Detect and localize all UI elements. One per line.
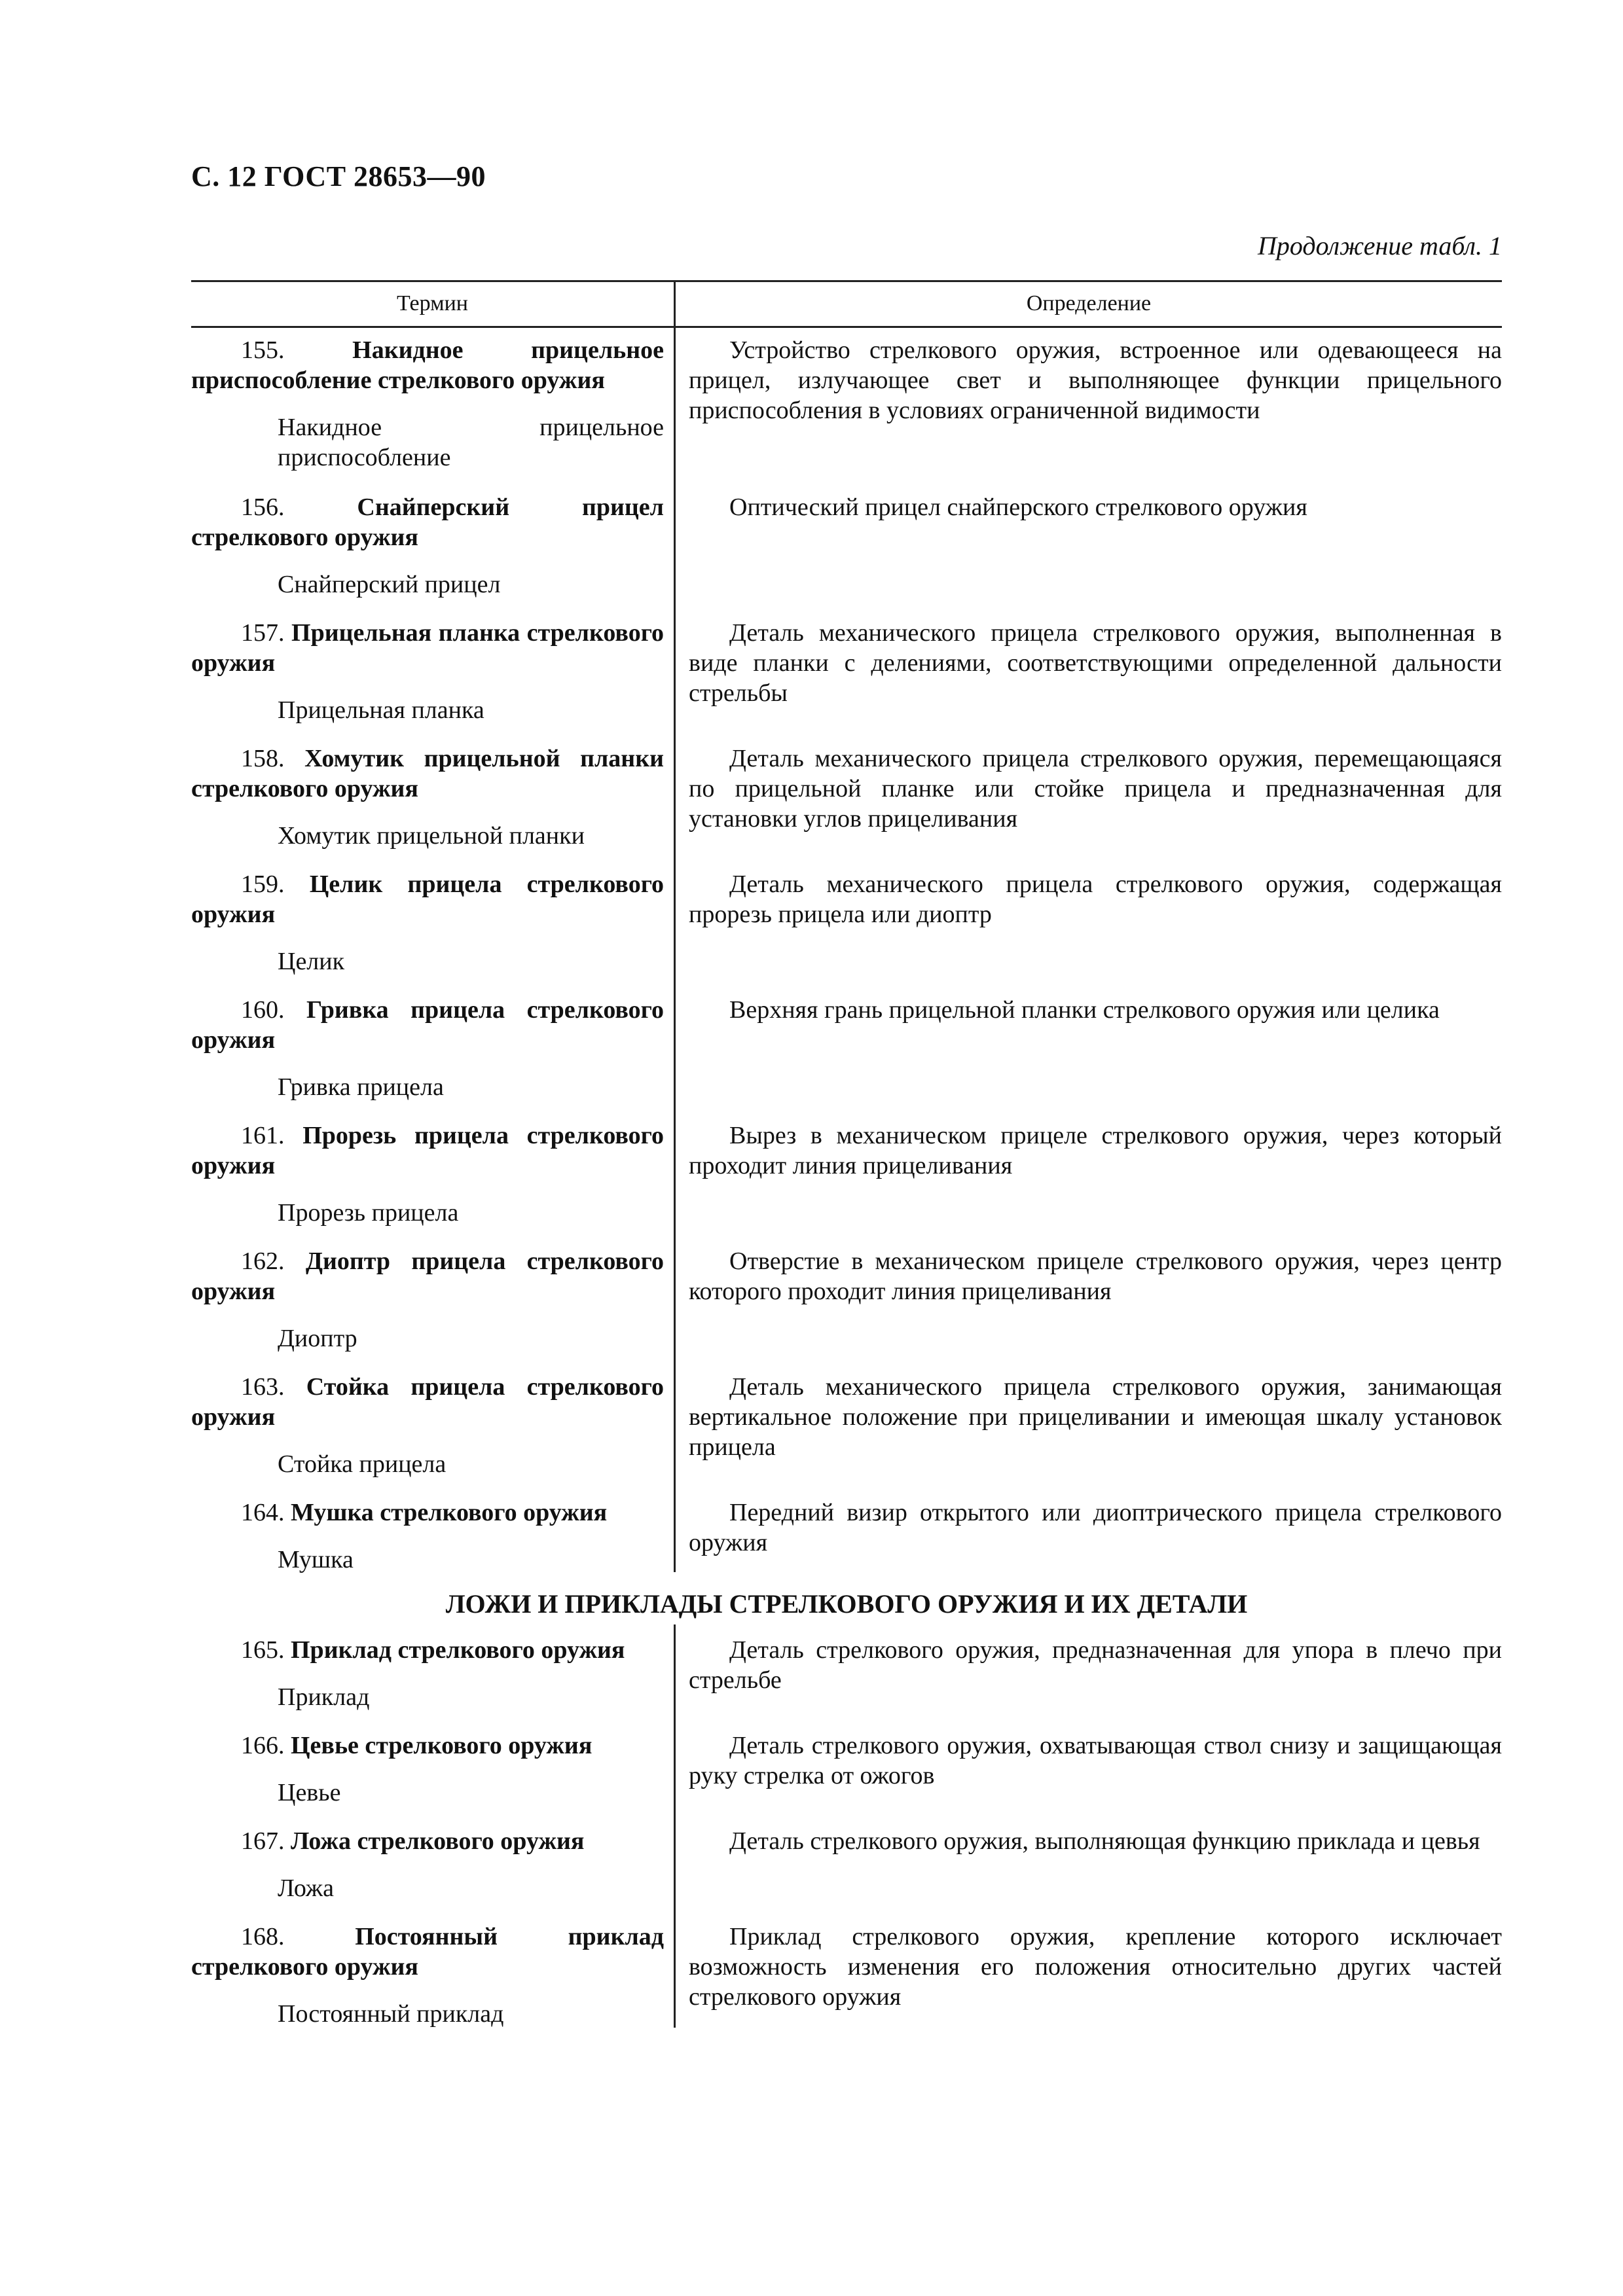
term-synonym: Целик (278, 948, 345, 975)
term-number: 164. (241, 1499, 285, 1526)
term-number: 157. (241, 619, 285, 647)
term-name: Гривка прицела стрелкового оружия (191, 996, 664, 1054)
term-cell (191, 995, 664, 1102)
term-main (191, 1121, 664, 1181)
column-divider-lower (674, 1624, 676, 2028)
term-cell (191, 1635, 664, 1712)
term-number: 162. (241, 1247, 285, 1275)
definition-cell: Деталь механического прицела стрелкового оружия, содержащая прорезь прицела или диоптр (689, 870, 1502, 928)
term-cell (191, 869, 664, 977)
column-divider-upper (674, 327, 676, 1572)
term-synonym: Хомутик прицельной планки (278, 822, 585, 850)
table-top-rule (191, 280, 1502, 282)
table-continuation-label: Продолжение табл. 1 (1257, 231, 1502, 260)
definition-cell: Деталь механического прицела стрелкового оружия, перемещающаяся по прицельной планке или стойке прицела и предназначенная для установки углов прицеливания (689, 745, 1502, 833)
term-synonym: Накидное прицельное приспособление (278, 414, 664, 471)
term-name: Прорезь прицела стрелкового оружия (191, 1122, 664, 1179)
term-main (191, 1635, 664, 1665)
term-number: 167. (241, 1827, 285, 1855)
term-synonym: Стойка прицела (278, 1450, 447, 1478)
term-name: Хомутик прицельной планки стрелкового оружия (191, 745, 664, 802)
term-name: Постоянный приклад стрелкового оружия (191, 1923, 665, 1981)
term-cell (191, 1498, 664, 1575)
definition-cell: Деталь механического прицела стрелкового оружия, выполненная в виде планки с делениями, соответствующими определенной дальности стрельбы (689, 619, 1502, 707)
term-number: 165. (241, 1636, 285, 1664)
term-main (191, 744, 664, 804)
term-name: Стойка прицела стрелкового оружия (191, 1373, 664, 1431)
term-cell (191, 1372, 664, 1479)
term-cell (191, 1826, 664, 1903)
term-cell (191, 1731, 664, 1808)
term-cell (191, 618, 664, 725)
definition-cell: Деталь стрелкового оружия, выполняющая функцию приклада и цевья (729, 1827, 1480, 1855)
term-cell (191, 1246, 664, 1354)
term-synonym: Гривка прицела (278, 1073, 444, 1101)
term-synonym: Прицельная планка (278, 696, 484, 724)
section-title: ЛОЖИ И ПРИКЛАДЫ СТРЕЛКОВОГО ОРУЖИЯ И ИХ ДЕТАЛИ (445, 1589, 1248, 1619)
term-number: 155. (241, 336, 285, 364)
definition-cell: Приклад стрелкового оружия, крепление которого исключает возможность изменения его положения относительно других частей стрелкового оружия (689, 1923, 1502, 2011)
term-number: 163. (241, 1373, 285, 1401)
term-name: Снайперский прицел стрелкового оружия (191, 493, 664, 551)
term-number: 166. (241, 1732, 285, 1759)
term-cell (191, 492, 664, 600)
term-name: Ложа стрелкового оружия (291, 1827, 585, 1855)
definition-cell: Вырез в механическом прицеле стрелкового оружия, через который проходит линия прицеливания (689, 1122, 1502, 1179)
term-name: Диоптр прицела стрелкового оружия (191, 1247, 664, 1305)
term-number: 168. (241, 1923, 285, 1950)
definition-cell: Отверстие в механическом прицеле стрелкового оружия, через центр которого проходит линия прицеливания (689, 1247, 1502, 1305)
definition-cell: Оптический прицел снайперского стрелкового оружия (729, 493, 1307, 521)
term-cell (191, 1121, 664, 1228)
term-main (191, 1372, 664, 1432)
term-name: Целик прицела стрелкового оружия (191, 870, 665, 928)
term-main (191, 1498, 664, 1528)
column-header-definition: Определение (1026, 291, 1152, 315)
definition-cell: Устройство стрелкового оружия, встроенное или одевающееся на прицел, излучающее свет и выполняющее функции прицельного приспособления в условиях ограниченной видимости (689, 336, 1502, 424)
table-header-rule (191, 326, 1502, 328)
term-synonym: Снайперский прицел (278, 571, 501, 598)
page-header: С. 12 ГОСТ 28653—90 (191, 160, 486, 192)
definition-cell: Верхняя грань прицельной планки стрелкового оружия или целика (729, 996, 1440, 1024)
term-cell (191, 744, 664, 851)
term-name: Цевье стрелкового оружия (291, 1732, 593, 1759)
term-cell (191, 335, 664, 473)
term-synonym: Постоянный приклад (278, 2000, 504, 2028)
term-name: Мушка стрелкового оружия (291, 1499, 608, 1526)
definition-cell: Передний визир открытого или диоптрического прицела стрелкового оружия (689, 1499, 1502, 1556)
term-cell (191, 1922, 664, 2029)
term-number: 159. (241, 870, 285, 898)
definition-cell: Деталь стрелкового оружия, предназначенная для упора в плечо при стрельбе (689, 1636, 1502, 1694)
term-main (191, 492, 664, 552)
column-divider-header (674, 280, 676, 327)
term-main (191, 1246, 664, 1306)
column-header-term: Термин (397, 291, 468, 315)
definition-cell: Деталь механического прицела стрелкового оружия, занимающая вертикальное положение при прицеливании и имеющая шкалу установок прицела (689, 1373, 1502, 1461)
term-main (191, 618, 664, 678)
term-number: 160. (241, 996, 285, 1024)
term-synonym: Мушка (278, 1546, 354, 1573)
term-main (191, 335, 664, 395)
term-number: 156. (241, 493, 285, 521)
term-name: Накидное прицельное приспособление стрелкового оружия (191, 336, 664, 394)
definition-cell: Деталь стрелкового оружия, охватывающая ствол снизу и защищающая руку стрелка от ожогов (689, 1732, 1502, 1789)
term-synonym: Цевье (278, 1779, 341, 1806)
term-main (191, 995, 664, 1055)
term-main (191, 1922, 664, 1982)
term-number: 158. (241, 745, 285, 772)
term-synonym: Приклад (278, 1683, 370, 1711)
term-main (191, 869, 664, 929)
term-synonym: Диоптр (278, 1325, 357, 1352)
term-main (191, 1826, 664, 1856)
term-number: 161. (241, 1122, 285, 1149)
term-name: Прицельная планка стрелкового оружия (191, 619, 665, 677)
term-main (191, 1731, 664, 1761)
term-synonym: Ложа (278, 1874, 335, 1902)
term-name: Приклад стрелкового оружия (291, 1636, 625, 1664)
term-synonym: Прорезь прицела (278, 1199, 459, 1227)
